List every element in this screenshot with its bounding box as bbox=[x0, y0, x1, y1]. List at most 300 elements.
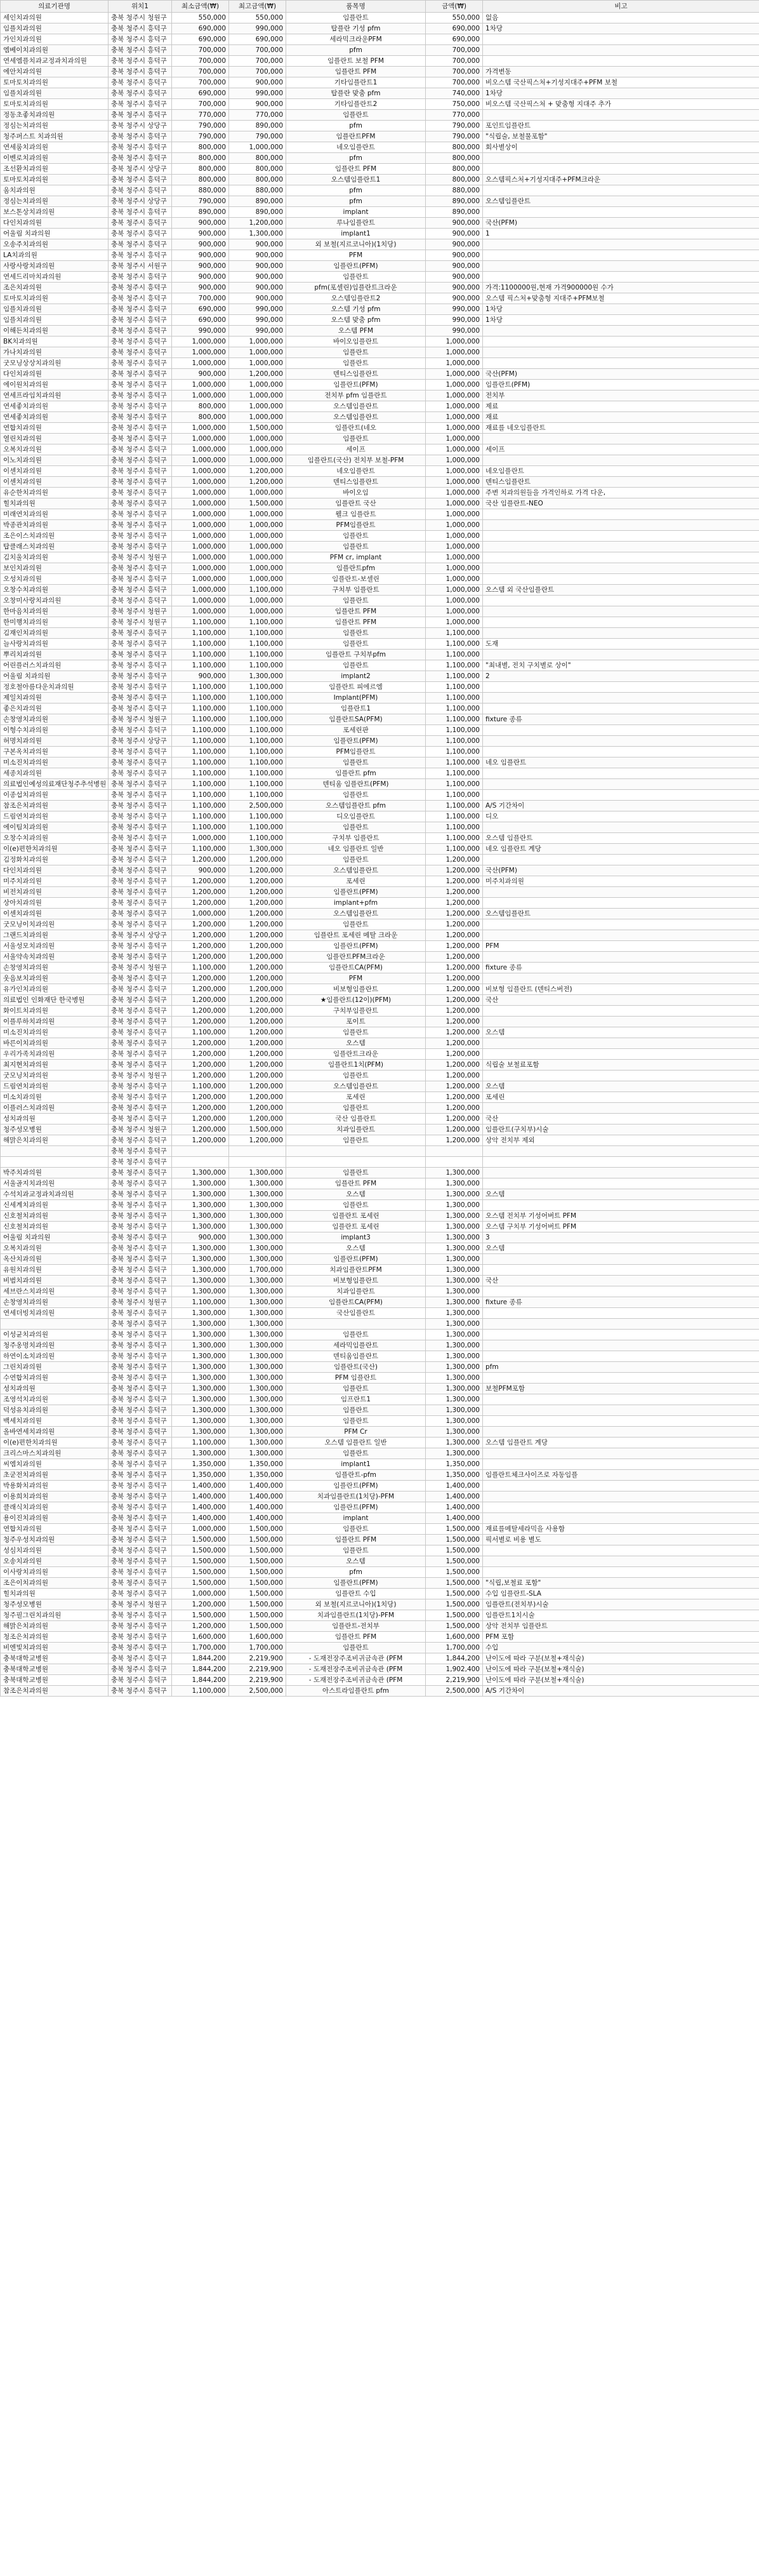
clinic-name-cell[interactable]: 연세엠플치과교정과치과의원 bbox=[1, 56, 109, 67]
max-price-cell[interactable]: 1,500,000 bbox=[229, 1524, 286, 1535]
note-cell[interactable] bbox=[483, 509, 759, 520]
location-cell[interactable]: 충북 청주시 흥덕구 bbox=[109, 1222, 172, 1232]
table-row[interactable] bbox=[1, 1578, 759, 1589]
clinic-name-cell[interactable]: 김재인치과의원 bbox=[1, 628, 109, 639]
clinic-name-cell[interactable]: 힐치과의원 bbox=[1, 498, 109, 509]
item-name-cell[interactable]: PFM bbox=[286, 250, 426, 261]
min-price-cell[interactable]: 1,200,000 bbox=[172, 1114, 229, 1124]
min-price-cell[interactable]: 1,300,000 bbox=[172, 1222, 229, 1232]
min-price-cell[interactable]: 1,300,000 bbox=[172, 1384, 229, 1394]
max-price-cell[interactable]: 1,100,000 bbox=[229, 811, 286, 822]
table-row[interactable] bbox=[1, 261, 759, 272]
item-name-cell[interactable]: 임플란트 국산 bbox=[286, 498, 426, 509]
location-cell[interactable]: 충북 청주시 흥덕구 bbox=[109, 876, 172, 887]
clinic-name-cell[interactable]: 충북대학교병원 bbox=[1, 1675, 109, 1686]
amount-cell[interactable]: 1,300,000 bbox=[426, 1394, 483, 1405]
note-cell[interactable] bbox=[483, 347, 759, 358]
min-price-cell[interactable]: 1,300,000 bbox=[172, 1416, 229, 1427]
min-price-cell[interactable]: 890,000 bbox=[172, 207, 229, 218]
location-cell[interactable]: 충북 청주시 흥덕구 bbox=[109, 110, 172, 121]
clinic-name-cell[interactable]: 보스톤상치과의원 bbox=[1, 207, 109, 218]
min-price-cell[interactable]: 1,500,000 bbox=[172, 1567, 229, 1578]
min-price-cell[interactable]: 1,200,000 bbox=[172, 898, 229, 909]
clinic-name-cell[interactable]: 조은치과의원 bbox=[1, 283, 109, 293]
clinic-name-cell[interactable]: 조영석치과의원 bbox=[1, 1394, 109, 1405]
location-cell[interactable]: 충북 청주시 흥덕구 bbox=[109, 973, 172, 984]
min-price-cell[interactable]: 1,000,000 bbox=[172, 1524, 229, 1535]
amount-cell[interactable]: 900,000 bbox=[426, 250, 483, 261]
table-row[interactable] bbox=[1, 1340, 759, 1351]
note-cell[interactable]: 픽서별로 비용 별도 bbox=[483, 1535, 759, 1545]
min-price-cell[interactable]: 1,200,000 bbox=[172, 941, 229, 952]
max-price-cell[interactable]: 1,300,000 bbox=[229, 1222, 286, 1232]
note-cell[interactable]: 제료 bbox=[483, 401, 759, 412]
note-cell[interactable]: 가격:1100000원,현재 가격900000원 수가 bbox=[483, 283, 759, 293]
item-name-cell[interactable]: 임플란트(네오 bbox=[286, 423, 426, 434]
clinic-name-cell[interactable]: 박용화치과의원 bbox=[1, 1481, 109, 1492]
max-price-cell[interactable]: 1,100,000 bbox=[229, 714, 286, 725]
table-row[interactable] bbox=[1, 1481, 759, 1492]
clinic-name-cell[interactable]: 오복치과의원 bbox=[1, 1243, 109, 1254]
clinic-name-cell[interactable]: 가나치과의원 bbox=[1, 347, 109, 358]
table-row[interactable] bbox=[1, 1049, 759, 1060]
max-price-cell[interactable]: 1,000,000 bbox=[229, 552, 286, 563]
item-name-cell[interactable]: 임플란트 bbox=[286, 1200, 426, 1211]
clinic-name-cell[interactable]: 이성균치과의원 bbox=[1, 1330, 109, 1340]
location-cell[interactable]: 충북 청주시 흥덕구 bbox=[109, 682, 172, 693]
min-price-cell[interactable]: 1,200,000 bbox=[172, 1017, 229, 1027]
table-row[interactable] bbox=[1, 1114, 759, 1124]
clinic-name-cell[interactable]: 성치과의원 bbox=[1, 1114, 109, 1124]
amount-cell[interactable]: 1,200,000 bbox=[426, 995, 483, 1006]
item-name-cell[interactable]: 임플란트CA(PFM) bbox=[286, 963, 426, 973]
note-cell[interactable]: 주변 치과의원들을 가격인하로 가격 다운, bbox=[483, 488, 759, 498]
note-cell[interactable]: fixture 종류 bbox=[483, 714, 759, 725]
table-row[interactable] bbox=[1, 1006, 759, 1017]
amount-cell[interactable]: 1,100,000 bbox=[426, 693, 483, 704]
note-cell[interactable]: 국산 임플란트-NEO bbox=[483, 498, 759, 509]
item-name-cell[interactable]: 루나임플란트 bbox=[286, 218, 426, 229]
location-cell[interactable]: 충북 청주시 흥덕구 bbox=[109, 1168, 172, 1178]
table-row[interactable] bbox=[1, 1157, 759, 1168]
max-price-cell[interactable]: 1,300,000 bbox=[229, 1416, 286, 1427]
note-cell[interactable] bbox=[483, 326, 759, 337]
amount-cell[interactable]: 1,200,000 bbox=[426, 1092, 483, 1103]
location-cell[interactable]: 충북 청주시 흥덕구 bbox=[109, 790, 172, 801]
min-price-cell[interactable]: 1,300,000 bbox=[172, 1254, 229, 1265]
clinic-name-cell[interactable]: 초굳전치과의원 bbox=[1, 1470, 109, 1481]
max-price-cell[interactable]: 1,200,000 bbox=[229, 1092, 286, 1103]
max-price-cell[interactable]: 1,200,000 bbox=[229, 1071, 286, 1081]
amount-cell[interactable] bbox=[426, 1157, 483, 1168]
clinic-name-cell[interactable]: BK치과의원 bbox=[1, 337, 109, 347]
min-price-cell[interactable]: 1,200,000 bbox=[172, 952, 229, 963]
min-price-cell[interactable]: 1,100,000 bbox=[172, 617, 229, 628]
clinic-name-cell[interactable]: 임플치과의원 bbox=[1, 304, 109, 315]
note-cell[interactable]: 오스템 임플란트 계당 bbox=[483, 1438, 759, 1448]
min-price-cell[interactable]: 1,300,000 bbox=[172, 1211, 229, 1222]
max-price-cell[interactable]: 1,200,000 bbox=[229, 984, 286, 995]
item-name-cell[interactable]: 임플란트-pfm bbox=[286, 1470, 426, 1481]
amount-cell[interactable]: 1,000,000 bbox=[426, 380, 483, 390]
location-cell[interactable]: 충북 청주시 흥덕구 bbox=[109, 67, 172, 77]
table-row[interactable] bbox=[1, 77, 759, 88]
amount-cell[interactable]: 1,100,000 bbox=[426, 714, 483, 725]
location-cell[interactable]: 충북 청주시 흥덕구 bbox=[109, 822, 172, 833]
min-price-cell[interactable]: 1,200,000 bbox=[172, 1071, 229, 1081]
max-price-cell[interactable]: 1,000,000 bbox=[229, 563, 286, 574]
clinic-name-cell[interactable]: 박종관치과의원 bbox=[1, 520, 109, 531]
location-cell[interactable]: 충북 청주시 흥덕구 bbox=[109, 1211, 172, 1222]
note-cell[interactable] bbox=[483, 110, 759, 121]
amount-cell[interactable]: 1,000,000 bbox=[426, 412, 483, 423]
note-cell[interactable] bbox=[483, 250, 759, 261]
note-cell[interactable] bbox=[483, 574, 759, 585]
max-price-cell[interactable]: 1,200,000 bbox=[229, 919, 286, 930]
amount-cell[interactable]: 1,300,000 bbox=[426, 1222, 483, 1232]
note-cell[interactable] bbox=[483, 1567, 759, 1578]
clinic-name-cell[interactable]: 어울림 치과의원 bbox=[1, 229, 109, 239]
note-cell[interactable] bbox=[483, 779, 759, 790]
max-price-cell[interactable]: 1,700,000 bbox=[229, 1643, 286, 1653]
location-cell[interactable]: 충북 청주시 흥덕구 bbox=[109, 77, 172, 88]
min-price-cell[interactable]: 1,000,000 bbox=[172, 833, 229, 844]
location-cell[interactable]: 충북 청주시 흥덕구 bbox=[109, 1232, 172, 1243]
table-row[interactable] bbox=[1, 1567, 759, 1578]
clinic-name-cell[interactable]: 한마음치과의원 bbox=[1, 606, 109, 617]
location-cell[interactable]: 충북 청주시 흥덕구 bbox=[109, 1103, 172, 1114]
min-price-cell[interactable]: 1,000,000 bbox=[172, 390, 229, 401]
item-name-cell[interactable]: 치과임플란트PFM bbox=[286, 1265, 426, 1276]
item-name-cell[interactable]: 임플란트 PFM bbox=[286, 1178, 426, 1189]
location-cell[interactable]: 충북 청주시 흥덕구 bbox=[109, 1502, 172, 1513]
clinic-name-cell[interactable]: 연세드리마치과의원 bbox=[1, 272, 109, 283]
clinic-name-cell[interactable]: 이(e)편한치과의원 bbox=[1, 1438, 109, 1448]
note-cell[interactable] bbox=[483, 930, 759, 941]
max-price-cell[interactable]: 1,000,000 bbox=[229, 509, 286, 520]
note-cell[interactable]: "최내별, 전치 구치별로 상이" bbox=[483, 660, 759, 671]
note-cell[interactable] bbox=[483, 1545, 759, 1556]
max-price-cell[interactable]: 1,100,000 bbox=[229, 628, 286, 639]
table-row[interactable] bbox=[1, 704, 759, 714]
amount-cell[interactable]: 1,000,000 bbox=[426, 477, 483, 488]
min-price-cell[interactable]: 1,100,000 bbox=[172, 628, 229, 639]
location-cell[interactable]: 충북 청주시 흥덕구 bbox=[109, 1513, 172, 1524]
min-price-cell[interactable]: 990,000 bbox=[172, 326, 229, 337]
note-cell[interactable] bbox=[483, 606, 759, 617]
min-price-cell[interactable]: 690,000 bbox=[172, 315, 229, 326]
min-price-cell[interactable]: 900,000 bbox=[172, 239, 229, 250]
location-cell[interactable]: 충북 청주시 흥덕구 bbox=[109, 1621, 172, 1632]
item-name-cell[interactable]: 임플란트 bbox=[286, 531, 426, 542]
amount-cell[interactable]: 1,000,000 bbox=[426, 358, 483, 369]
min-price-cell[interactable]: 1,300,000 bbox=[172, 1178, 229, 1189]
amount-cell[interactable]: 890,000 bbox=[426, 207, 483, 218]
clinic-name-cell[interactable]: 뿌리치과의원 bbox=[1, 650, 109, 660]
min-price-cell[interactable]: 1,000,000 bbox=[172, 552, 229, 563]
amount-cell[interactable]: 1,200,000 bbox=[426, 919, 483, 930]
column-header-location[interactable]: 위치1 bbox=[109, 1, 172, 13]
note-cell[interactable]: 국산 bbox=[483, 1114, 759, 1124]
item-name-cell[interactable]: 치과임플란트 bbox=[286, 1286, 426, 1297]
item-name-cell[interactable]: 임플란트CA(PFM) bbox=[286, 1297, 426, 1308]
min-price-cell[interactable]: 900,000 bbox=[172, 865, 229, 876]
min-price-cell[interactable]: 1,500,000 bbox=[172, 1578, 229, 1589]
location-cell[interactable]: 충북 청주시 흥덕구 bbox=[109, 1643, 172, 1653]
amount-cell[interactable]: 1,200,000 bbox=[426, 1081, 483, 1092]
note-cell[interactable]: 오스템 임플란트 bbox=[483, 833, 759, 844]
clinic-name-cell[interactable]: 신세계치과의원 bbox=[1, 1200, 109, 1211]
max-price-cell[interactable]: 1,200,000 bbox=[229, 973, 286, 984]
max-price-cell[interactable]: 1,100,000 bbox=[229, 585, 286, 596]
item-name-cell[interactable]: 임프란트1 bbox=[286, 1394, 426, 1405]
clinic-name-cell[interactable]: 우리가족치과의원 bbox=[1, 1049, 109, 1060]
amount-cell[interactable]: 1,600,000 bbox=[426, 1632, 483, 1643]
max-price-cell[interactable]: 1,200,000 bbox=[229, 218, 286, 229]
table-row[interactable] bbox=[1, 995, 759, 1006]
max-price-cell[interactable]: 1,200,000 bbox=[229, 1135, 286, 1146]
note-cell[interactable] bbox=[483, 337, 759, 347]
table-row[interactable] bbox=[1, 250, 759, 261]
location-cell[interactable]: 충북 청주시 흥덕구 bbox=[109, 380, 172, 390]
table-row[interactable] bbox=[1, 898, 759, 909]
clinic-name-cell[interactable]: 정심는치과의원 bbox=[1, 121, 109, 131]
location-cell[interactable]: 충북 청주시 흥덕구 bbox=[109, 855, 172, 865]
table-row[interactable] bbox=[1, 1146, 759, 1157]
location-cell[interactable]: 충북 청주시 흥덕구 bbox=[109, 337, 172, 347]
location-cell[interactable]: 충북 청주시 흥덕구 bbox=[109, 650, 172, 660]
amount-cell[interactable]: 1,100,000 bbox=[426, 639, 483, 650]
note-cell[interactable] bbox=[483, 747, 759, 757]
location-cell[interactable]: 충북 청주시 흥덕구 bbox=[109, 1114, 172, 1124]
max-price-cell[interactable]: 1,350,000 bbox=[229, 1470, 286, 1481]
min-price-cell[interactable]: 1,000,000 bbox=[172, 606, 229, 617]
amount-cell[interactable]: 1,000,000 bbox=[426, 531, 483, 542]
clinic-name-cell[interactable]: 늘사랑치과의원 bbox=[1, 639, 109, 650]
amount-cell[interactable]: 1,100,000 bbox=[426, 725, 483, 736]
note-cell[interactable] bbox=[483, 887, 759, 898]
note-cell[interactable] bbox=[483, 1459, 759, 1470]
max-price-cell[interactable]: 900,000 bbox=[229, 261, 286, 272]
table-row[interactable] bbox=[1, 585, 759, 596]
note-cell[interactable] bbox=[483, 1200, 759, 1211]
max-price-cell[interactable]: 700,000 bbox=[229, 56, 286, 67]
note-cell[interactable] bbox=[483, 207, 759, 218]
clinic-name-cell[interactable]: 다인치과의원 bbox=[1, 218, 109, 229]
table-row[interactable] bbox=[1, 1653, 759, 1664]
location-cell[interactable]: 충북 청주시 흥덕구 bbox=[109, 1438, 172, 1448]
table-row[interactable] bbox=[1, 1168, 759, 1178]
amount-cell[interactable]: 1,300,000 bbox=[426, 1330, 483, 1340]
item-name-cell[interactable]: 오스템임플란트 bbox=[286, 401, 426, 412]
item-name-cell[interactable]: 비보형임플란트 bbox=[286, 984, 426, 995]
amount-cell[interactable]: 1,400,000 bbox=[426, 1502, 483, 1513]
table-row[interactable] bbox=[1, 326, 759, 337]
location-cell[interactable]: 충북 청주시 흥덕구 bbox=[109, 1351, 172, 1362]
max-price-cell[interactable]: 1,200,000 bbox=[229, 1049, 286, 1060]
max-price-cell[interactable]: 900,000 bbox=[229, 77, 286, 88]
item-name-cell[interactable]: implant3 bbox=[286, 1232, 426, 1243]
max-price-cell[interactable]: 1,400,000 bbox=[229, 1481, 286, 1492]
clinic-name-cell[interactable]: 미래연치과의원 bbox=[1, 509, 109, 520]
amount-cell[interactable]: 1,200,000 bbox=[426, 984, 483, 995]
clinic-name-cell[interactable]: 연합치과의원 bbox=[1, 423, 109, 434]
table-row[interactable] bbox=[1, 757, 759, 768]
amount-cell[interactable]: 1,100,000 bbox=[426, 757, 483, 768]
note-cell[interactable] bbox=[483, 185, 759, 196]
note-cell[interactable] bbox=[483, 1049, 759, 1060]
location-cell[interactable]: 충북 청주시 흥덕구 bbox=[109, 801, 172, 811]
clinic-name-cell[interactable]: 정심는치과의원 bbox=[1, 196, 109, 207]
max-price-cell[interactable]: 1,400,000 bbox=[229, 1513, 286, 1524]
table-row[interactable] bbox=[1, 23, 759, 34]
clinic-name-cell[interactable]: 미주치과의원 bbox=[1, 876, 109, 887]
item-name-cell[interactable]: 임플란트-보셀린 bbox=[286, 574, 426, 585]
item-name-cell[interactable]: 임플란트 bbox=[286, 855, 426, 865]
amount-cell[interactable]: 1,100,000 bbox=[426, 650, 483, 660]
table-row[interactable] bbox=[1, 423, 759, 434]
clinic-name-cell[interactable] bbox=[1, 1319, 109, 1330]
min-price-cell[interactable]: 1,600,000 bbox=[172, 1632, 229, 1643]
note-cell[interactable]: 상악 전치부 임플란트 bbox=[483, 1621, 759, 1632]
min-price-cell[interactable]: 1,300,000 bbox=[172, 1265, 229, 1276]
min-price-cell[interactable]: 1,000,000 bbox=[172, 509, 229, 520]
max-price-cell[interactable]: 1,500,000 bbox=[229, 1535, 286, 1545]
item-name-cell[interactable]: 임플란트 PFM bbox=[286, 164, 426, 175]
table-row[interactable] bbox=[1, 347, 759, 358]
max-price-cell[interactable]: 1,200,000 bbox=[229, 1038, 286, 1049]
item-name-cell[interactable]: 오스템 맞춤 pfm bbox=[286, 315, 426, 326]
table-row[interactable] bbox=[1, 99, 759, 110]
min-price-cell[interactable]: 790,000 bbox=[172, 196, 229, 207]
min-price-cell[interactable]: 1,500,000 bbox=[172, 1545, 229, 1556]
note-cell[interactable] bbox=[483, 552, 759, 563]
location-cell[interactable]: 충북 청주시 흥덕구 bbox=[109, 779, 172, 790]
min-price-cell[interactable]: 1,300,000 bbox=[172, 1189, 229, 1200]
amount-cell[interactable]: 1,500,000 bbox=[426, 1621, 483, 1632]
clinic-name-cell[interactable]: 조은이스치과의원 bbox=[1, 531, 109, 542]
amount-cell[interactable]: 1,300,000 bbox=[426, 1448, 483, 1459]
note-cell[interactable]: 재료를메탈세라믹을 사용함 bbox=[483, 1524, 759, 1535]
item-name-cell[interactable]: 덴티스임플란트 bbox=[286, 369, 426, 380]
note-cell[interactable] bbox=[483, 1006, 759, 1017]
table-row[interactable] bbox=[1, 390, 759, 401]
item-name-cell[interactable]: 오스템임플란트1 bbox=[286, 175, 426, 185]
note-cell[interactable]: fixture 종류 bbox=[483, 1297, 759, 1308]
max-price-cell[interactable]: 1,500,000 bbox=[229, 1545, 286, 1556]
min-price-cell[interactable]: 1,300,000 bbox=[172, 1286, 229, 1297]
clinic-name-cell[interactable]: 웃음보치과의원 bbox=[1, 973, 109, 984]
max-price-cell[interactable]: 1,200,000 bbox=[229, 952, 286, 963]
clinic-name-cell[interactable]: 참조은치과의원 bbox=[1, 801, 109, 811]
max-price-cell[interactable]: 1,200,000 bbox=[229, 855, 286, 865]
amount-cell[interactable]: 700,000 bbox=[426, 56, 483, 67]
max-price-cell[interactable]: 1,300,000 bbox=[229, 1351, 286, 1362]
table-row[interactable] bbox=[1, 34, 759, 45]
note-cell[interactable]: 국산(PFM) bbox=[483, 218, 759, 229]
min-price-cell[interactable]: 1,100,000 bbox=[172, 811, 229, 822]
clinic-name-cell[interactable]: LA치과의원 bbox=[1, 250, 109, 261]
item-name-cell[interactable]: 임플란트(PFM) bbox=[286, 1481, 426, 1492]
note-cell[interactable]: 디오 bbox=[483, 811, 759, 822]
min-price-cell[interactable]: 1,000,000 bbox=[172, 347, 229, 358]
max-price-cell[interactable]: 1,200,000 bbox=[229, 1081, 286, 1092]
min-price-cell[interactable]: 1,100,000 bbox=[172, 822, 229, 833]
table-row[interactable] bbox=[1, 153, 759, 164]
clinic-name-cell[interactable]: 굿모닝상상치과의원 bbox=[1, 358, 109, 369]
note-cell[interactable] bbox=[483, 973, 759, 984]
location-cell[interactable]: 충북 청주시 청원구 bbox=[109, 1297, 172, 1308]
max-price-cell[interactable]: 1,200,000 bbox=[229, 865, 286, 876]
max-price-cell[interactable]: 1,200,000 bbox=[229, 876, 286, 887]
clinic-name-cell[interactable]: 미소치과의원 bbox=[1, 1092, 109, 1103]
clinic-name-cell[interactable]: 옥산치과의원 bbox=[1, 1254, 109, 1265]
amount-cell[interactable]: 690,000 bbox=[426, 34, 483, 45]
item-name-cell[interactable]: 비보형임플란트 bbox=[286, 1276, 426, 1286]
amount-cell[interactable] bbox=[426, 1146, 483, 1157]
amount-cell[interactable]: 1,000,000 bbox=[426, 552, 483, 563]
max-price-cell[interactable]: 900,000 bbox=[229, 250, 286, 261]
clinic-name-cell[interactable]: 참조은치과의원 bbox=[1, 1686, 109, 1697]
amount-cell[interactable]: 1,000,000 bbox=[426, 498, 483, 509]
min-price-cell[interactable]: 1,400,000 bbox=[172, 1492, 229, 1502]
min-price-cell[interactable]: 800,000 bbox=[172, 412, 229, 423]
table-row[interactable] bbox=[1, 1416, 759, 1427]
min-price-cell[interactable]: 700,000 bbox=[172, 56, 229, 67]
location-cell[interactable]: 충북 청주시 흥덕구 bbox=[109, 1038, 172, 1049]
table-row[interactable] bbox=[1, 650, 759, 660]
max-price-cell[interactable]: 1,300,000 bbox=[229, 1254, 286, 1265]
clinic-name-cell[interactable]: 토마토치과의원 bbox=[1, 175, 109, 185]
item-name-cell[interactable]: implant bbox=[286, 1513, 426, 1524]
clinic-name-cell[interactable]: 보인치과의원 bbox=[1, 563, 109, 574]
item-name-cell[interactable]: 임플란트 bbox=[286, 358, 426, 369]
amount-cell[interactable]: 1,200,000 bbox=[426, 941, 483, 952]
min-price-cell[interactable]: 1,100,000 bbox=[172, 779, 229, 790]
item-name-cell[interactable]: 덴티움임플란트 bbox=[286, 1351, 426, 1362]
table-row[interactable] bbox=[1, 563, 759, 574]
location-cell[interactable]: 충북 청주시 흥덕구 bbox=[109, 488, 172, 498]
amount-cell[interactable]: 1,300,000 bbox=[426, 1297, 483, 1308]
clinic-name-cell[interactable]: 이센치과의원 bbox=[1, 466, 109, 477]
location-cell[interactable]: 충북 청주시 흥덕구 bbox=[109, 1664, 172, 1675]
location-cell[interactable]: 충북 청주시 흥덕구 bbox=[109, 811, 172, 822]
max-price-cell[interactable]: 1,200,000 bbox=[229, 930, 286, 941]
clinic-name-cell[interactable]: 오창미사랑치과의원 bbox=[1, 596, 109, 606]
clinic-name-cell[interactable]: 토마토치과의원 bbox=[1, 99, 109, 110]
max-price-cell[interactable]: 1,000,000 bbox=[229, 574, 286, 585]
location-cell[interactable]: 충북 청주시 흥덕구 bbox=[109, 1049, 172, 1060]
clinic-name-cell[interactable]: 엠베이치과의원 bbox=[1, 45, 109, 56]
clinic-name-cell[interactable]: 클래식치과의원 bbox=[1, 1502, 109, 1513]
note-cell[interactable] bbox=[483, 1286, 759, 1297]
max-price-cell[interactable]: 1,300,000 bbox=[229, 1330, 286, 1340]
max-price-cell[interactable]: 900,000 bbox=[229, 99, 286, 110]
min-price-cell[interactable]: 1,200,000 bbox=[172, 984, 229, 995]
column-header-clinic-name[interactable]: 의료기관명 bbox=[1, 1, 109, 13]
clinic-name-cell[interactable]: 에이원치과의원 bbox=[1, 380, 109, 390]
location-cell[interactable]: 충북 청주시 상당구 bbox=[109, 164, 172, 175]
note-cell[interactable]: 비보형 임플란트 (덴티스버전) bbox=[483, 984, 759, 995]
amount-cell[interactable]: 1,300,000 bbox=[426, 1168, 483, 1178]
note-cell[interactable]: 국산(PFM) bbox=[483, 369, 759, 380]
clinic-name-cell[interactable]: 연세좋치과의원 bbox=[1, 401, 109, 412]
max-price-cell[interactable] bbox=[229, 1157, 286, 1168]
item-name-cell[interactable]: 오스템 bbox=[286, 1189, 426, 1200]
amount-cell[interactable]: 900,000 bbox=[426, 218, 483, 229]
max-price-cell[interactable]: 1,000,000 bbox=[229, 520, 286, 531]
table-row[interactable] bbox=[1, 444, 759, 455]
